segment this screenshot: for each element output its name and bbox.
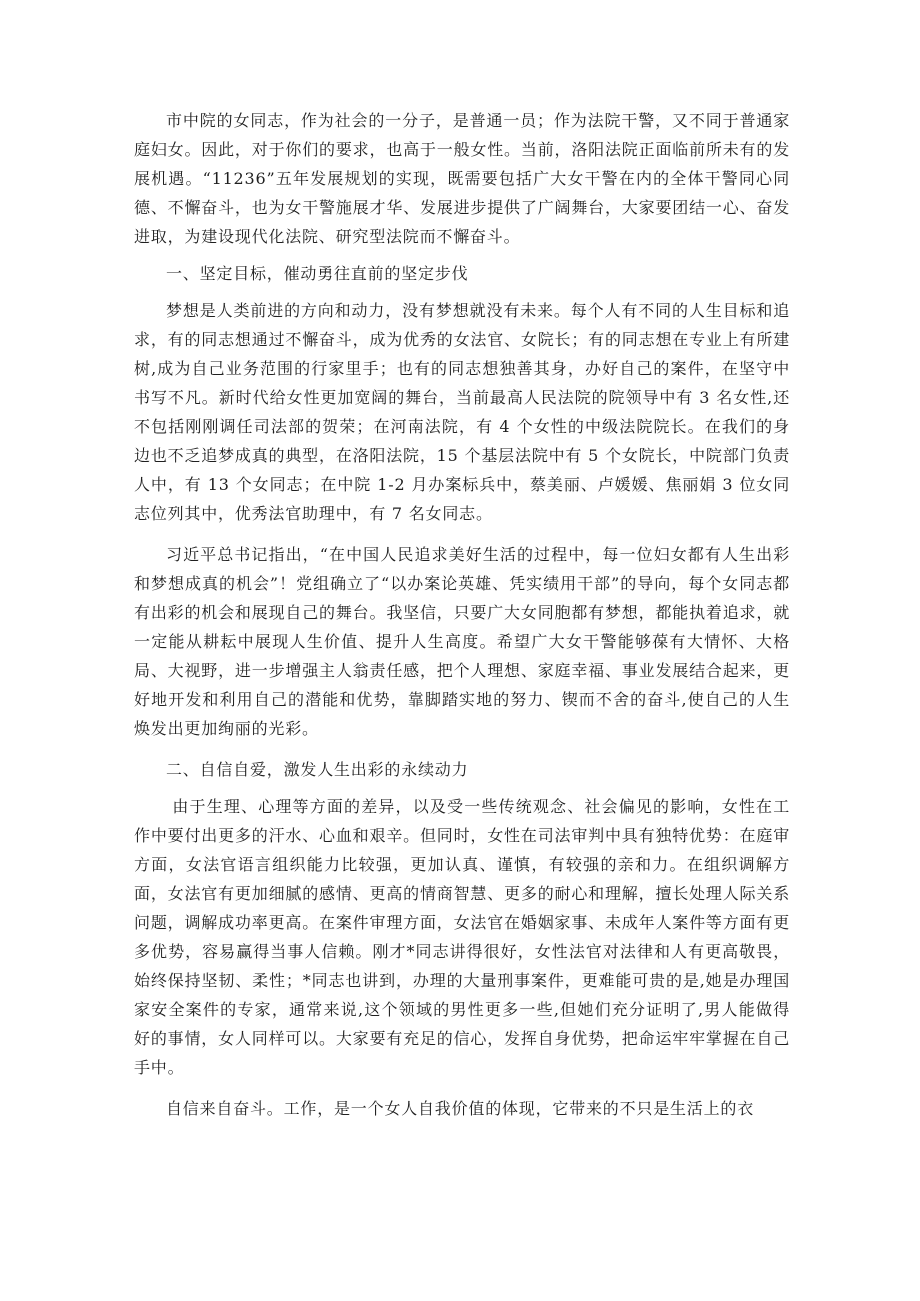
spacer [134,1082,790,1094]
section-heading-1: 一、坚定目标，催动勇往直前的坚定步伐 [166,264,469,283]
document-body [134,106,790,1123]
spacer [134,784,790,792]
spacer [134,251,790,259]
section-heading-2: 二、自信自爱，激发人生出彩的永续动力 [166,760,469,779]
paragraph-confidence: 自信来自奋斗。工作，是一个女人自我价值的体现，它带来的不只是生活上的衣 [166,1099,755,1118]
paragraph-intro: 市中院的女同志，作为社会的一分子，是普通一员；作为法院干警，又不同于普通家庭妇女。因此，对于你们的要求，也高于一般女性。当前，洛阳法院正面临前所未有的发展机遇。“11236”五年发展规划的实现，既需要包括广大女干警在内的全体干警同心同德、不懈奋斗，也为女干警施展才华、发展进步提供了广阔舞台，大家要团结一心、奋发进取，为建设现代化法院、研究型法院而不懈奋斗。 [134,111,790,246]
spacer [134,528,790,540]
paragraph-advantages: 由于生理、心理等方面的差异，以及受一些传统观念、社会偏见的影响，女性在工作中要付出更多的汗水、心血和艰辛。但同时，女性在司法审判中具有独特优势：在庭审方面，女法官语言组织能力比较强，更加认真、谨慎，有较强的亲和力。在组织调解方面，女法官有更加细腻的感情、更高的情商智慧、更多的耐心和理解，擅长处理人际关系问题，调解成功率更高。在案件审理方面，女法官在婚姻家事、未成年人案件等方面有更多优势，容易赢得当事人信赖。刚才*同志讲得很好，女性法官对法律和人有更高敬畏，始终保持坚韧、柔性；*同志也讲到，办理的大量刑事案件，更难能可贵的是,她是办理国家安全案件的专家，通常来说,这个领域的男性更多一些,但她们充分证明了,男人能做得好的事情，女人同样可以。大家要有充足的信心，发挥自身优势，把命运牢牢掌握在自己手中。 [134,797,790,1077]
spacer [134,288,790,296]
paragraph-xi-quote: 习近平总书记指出，“在中国人民追求美好生活的过程中，每一位妇女都有人生出彩和梦想成真的机会”！党组确立了“以办案论英雄、凭实绩用干部”的导向，每个女同志都有出彩的机会和展现自己的舞台。我坚信，只要广大女同胞都有梦想，都能执着追求，就一定能从耕耘中展现人生价值、提升人生高度。希望广大女干警能够葆有大情怀、大格局、大视野，进一步增强主人翁责任感，把个人理想、家庭幸福、事业发展结合起来，更好地开发和利用自己的潜能和优势，靠脚踏实地的努力、锲而不舍的奋斗,使自己的人生焕发出更加绚丽的光彩。 [134,545,790,738]
spacer [134,743,790,755]
paragraph-dreams: 梦想是人类前进的方向和动力，没有梦想就没有未来。每个人有不同的人生目标和追求，有的同志想通过不懈奋斗，成为优秀的女法官、女院长；有的同志想在专业上有所建树,成为自己业务范围的行家里手；也有的同志想独善其身，办好自己的案件，在坚守中书写不凡。新时代给女性更加宽阔的舞台，当前最高人民法院的院领导中有 3 名女性,还不包括刚刚调任司法部的贺荣；在河南法院，有 4 个女性的中级法院院长。在我们的身边也不乏追梦成真的典型，在洛阳法院，15 个基层法院中有 5 个女院长，中院部门负责人中，有 13 个女同志；在中院 1-2 月办案标兵中，蔡美丽、卢媛媛、焦丽娟 3 位女同志位列其中，优秀法官助理中，有 7 名女同志。 [134,301,790,523]
